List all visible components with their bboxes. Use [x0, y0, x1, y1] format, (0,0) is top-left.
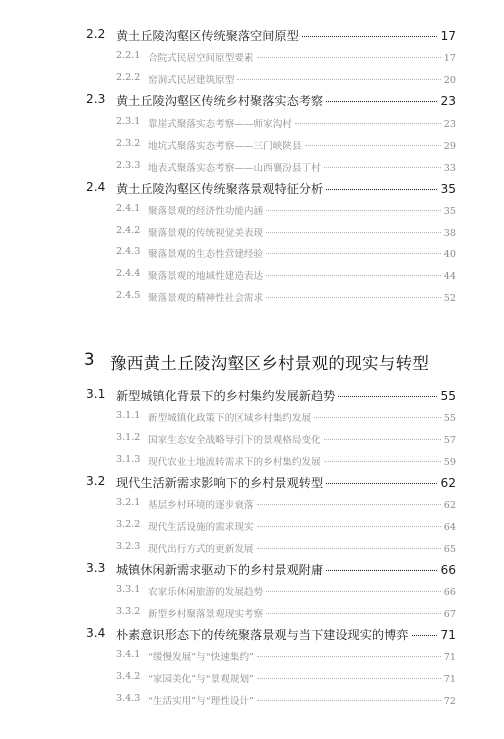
- dot-leader: [266, 253, 441, 254]
- subsection-number: 2.3.2: [116, 138, 141, 149]
- page-number: 57: [443, 435, 456, 446]
- dot-leader: [324, 167, 441, 168]
- page-number: 33: [443, 163, 456, 174]
- subsection-number: 2.3.3: [116, 160, 141, 171]
- subsection-number: 3.1.3: [116, 454, 141, 465]
- toc-subsection-row[interactable]: [0, 649, 504, 663]
- toc-subsection-row[interactable]: [0, 72, 504, 86]
- subsection-number: 3.1.1: [116, 410, 141, 421]
- section-title: 现代生活新需求影响下的乡村景观转型: [116, 476, 324, 490]
- dot-leader: [314, 417, 441, 418]
- section-number: 3.2: [86, 474, 106, 488]
- toc-subsection-row[interactable]: [0, 138, 504, 152]
- toc-subsection-row[interactable]: [0, 290, 504, 304]
- page-number: 17: [440, 29, 456, 43]
- dot-leader: [338, 396, 437, 397]
- dot-leader: [326, 570, 437, 571]
- dot-leader: [412, 635, 438, 636]
- subsection-number: 2.3.1: [116, 116, 141, 127]
- dot-leader: [257, 526, 441, 527]
- toc-subsection-row[interactable]: [0, 116, 504, 130]
- subsection-title: 新型乡村聚落景观现实考察: [148, 609, 264, 620]
- subsection-title: 窑洞式民居建筑原型: [148, 75, 235, 86]
- subsection-number: 2.2.2: [116, 72, 141, 83]
- page-number: 55: [443, 413, 456, 424]
- toc-subsection-row[interactable]: [0, 246, 504, 260]
- section-title: 黄土丘陵沟壑区传统聚落空间原型: [116, 29, 299, 43]
- dot-leader: [257, 700, 441, 701]
- dot-leader: [324, 439, 441, 440]
- dot-leader: [326, 101, 437, 102]
- page-number: 71: [443, 674, 456, 685]
- page-number: 66: [440, 563, 456, 577]
- dot-leader: [266, 210, 441, 211]
- section-number: 3.3: [86, 561, 106, 575]
- subsection-title: 聚落景观的地域性建造表达: [148, 271, 264, 282]
- subsection-title: 聚落景观的生态性营建经验: [148, 249, 264, 260]
- dot-leader: [257, 57, 441, 58]
- subsection-number: 3.1.2: [116, 432, 141, 443]
- section-title: 朴素意识形态下的传统聚落景观与当下建设现实的博弈: [116, 628, 409, 642]
- dot-leader: [266, 591, 441, 592]
- subsection-title: 地坑式聚落实态考察——三门峡陕县: [148, 141, 302, 152]
- section-number: 3.4: [86, 626, 106, 640]
- subsection-title: “生活实用”与“理性设计”: [148, 696, 254, 707]
- subsection-title: 合院式民居空间原型要素: [148, 53, 254, 64]
- subsection-number: 3.3.1: [116, 584, 141, 595]
- dot-leader: [266, 275, 441, 276]
- subsection-title: 现代出行方式的更新发展: [148, 544, 254, 555]
- toc-subsection-row[interactable]: [0, 693, 504, 707]
- toc-section-row[interactable]: [0, 27, 504, 44]
- page-number: 71: [440, 628, 456, 642]
- toc-subsection-row[interactable]: [0, 160, 504, 174]
- section-number: 2.4: [86, 180, 106, 194]
- page-number: 17: [443, 53, 456, 64]
- dot-leader: [302, 36, 438, 37]
- dot-leader: [324, 461, 441, 462]
- subsection-title: “家园美化”与“景观规划”: [148, 674, 254, 685]
- page-number: 55: [440, 389, 456, 403]
- subsection-number: 2.4.2: [116, 225, 141, 236]
- dot-leader: [237, 79, 440, 80]
- page-number: 67: [443, 609, 456, 620]
- subsection-title: 聚落景观的经济性功能内涵: [148, 206, 264, 217]
- dot-leader: [326, 483, 437, 484]
- page-number: 35: [443, 206, 456, 217]
- subsection-number: 3.4.3: [116, 693, 141, 704]
- toc-subsection-row[interactable]: [0, 519, 504, 533]
- subsection-number: 2.4.3: [116, 246, 141, 257]
- section-title: 城镇休闲新需求驱动下的乡村景观附庸: [116, 563, 324, 577]
- toc-subsection-row[interactable]: [0, 606, 504, 620]
- toc-section-row[interactable]: [0, 387, 504, 404]
- toc-subsection-row[interactable]: [0, 541, 504, 555]
- page-number: 62: [440, 476, 456, 490]
- toc-subsection-row[interactable]: [0, 203, 504, 217]
- subsection-title: 国家生态安全战略导引下的景观格局变化: [148, 435, 321, 446]
- section-title: 黄土丘陵沟壑区传统聚落景观特征分析: [116, 182, 324, 196]
- toc-section-row[interactable]: [0, 92, 504, 109]
- subsection-title: 聚落景观的传统视觉美表现: [148, 228, 264, 239]
- page-number: 52: [443, 293, 456, 304]
- page-number: 23: [443, 119, 456, 130]
- toc-subsection-row[interactable]: [0, 671, 504, 685]
- dot-leader: [257, 548, 441, 549]
- toc-subsection-row[interactable]: [0, 268, 504, 282]
- subsection-title: 地表式聚落实态考察——山西襄汾县丁村: [148, 163, 321, 174]
- dot-leader: [257, 678, 441, 679]
- subsection-number: 3.3.2: [116, 606, 141, 617]
- subsection-title: “缓慢发展”与“快速集约”: [148, 652, 254, 663]
- subsection-title: 现代生活设施的需求现实: [148, 522, 254, 533]
- page-number: 38: [443, 228, 456, 239]
- page-number: 23: [440, 94, 456, 108]
- toc-subsection-row[interactable]: [0, 454, 504, 468]
- dot-leader: [266, 613, 441, 614]
- toc-subsection-row[interactable]: [0, 410, 504, 424]
- page-number: 40: [443, 249, 456, 260]
- dot-leader: [295, 123, 441, 124]
- chapter-number: 3: [84, 350, 95, 369]
- subsection-number: 3.4.1: [116, 649, 141, 660]
- subsection-number: 2.4.4: [116, 268, 141, 279]
- toc-section-row[interactable]: [0, 474, 504, 491]
- page-number: 65: [443, 544, 456, 555]
- dot-leader: [326, 189, 437, 190]
- page-number: 59: [443, 457, 456, 468]
- toc-subsection-row[interactable]: [0, 225, 504, 239]
- toc-section-row[interactable]: [0, 180, 504, 197]
- toc-subsection-row[interactable]: [0, 584, 504, 598]
- dot-leader: [266, 297, 441, 298]
- toc-section-row[interactable]: [0, 626, 504, 643]
- subsection-number: 3.2.1: [116, 497, 141, 508]
- subsection-title: 聚落景观的精神性社会需求: [148, 293, 264, 304]
- page-number: 64: [443, 522, 456, 533]
- chapter-title: 豫西黄土丘陵沟壑区乡村景观的现实与转型: [110, 354, 430, 373]
- subsection-title: 新型城镇化政策下的区域乡村集约发展: [148, 413, 312, 424]
- subsection-title: 现代农业土地流转需求下的乡村集约发展: [148, 457, 321, 468]
- subsection-title: 农家乐休闲旅游的发展趋势: [148, 587, 264, 598]
- subsection-title: 靠崖式聚落实态考察——师家沟村: [148, 119, 292, 130]
- dot-leader: [305, 145, 441, 146]
- section-number: 2.2: [86, 27, 106, 41]
- subsection-number: 3.2.3: [116, 541, 141, 552]
- page-number: 20: [443, 75, 456, 86]
- toc-subsection-row[interactable]: [0, 50, 504, 64]
- toc-subsection-row[interactable]: [0, 432, 504, 446]
- section-number: 2.3: [86, 92, 106, 106]
- page-number: 72: [443, 696, 456, 707]
- page-number: 66: [443, 587, 456, 598]
- page-number: 44: [443, 271, 456, 282]
- dot-leader: [257, 656, 441, 657]
- page-number: 62: [443, 500, 456, 511]
- section-title: 新型城镇化背景下的乡村集约发展新趋势: [116, 389, 336, 403]
- section-number: 3.1: [86, 387, 106, 401]
- subsection-number: 3.2.2: [116, 519, 141, 530]
- page-number: 29: [443, 141, 456, 152]
- dot-leader: [266, 232, 441, 233]
- subsection-number: 2.2.1: [116, 50, 141, 61]
- subsection-number: 2.4.1: [116, 203, 141, 214]
- toc-subsection-row[interactable]: [0, 497, 504, 511]
- page-number: 71: [443, 652, 456, 663]
- section-title: 黄土丘陵沟壑区传统乡村聚落实态考察: [116, 94, 324, 108]
- dot-leader: [257, 504, 441, 505]
- subsection-number: 3.4.2: [116, 671, 141, 682]
- toc-section-row[interactable]: [0, 561, 504, 578]
- subsection-number: 2.4.5: [116, 290, 141, 301]
- subsection-title: 基层乡村环境的逐步衰落: [148, 500, 254, 511]
- page-number: 35: [440, 182, 456, 196]
